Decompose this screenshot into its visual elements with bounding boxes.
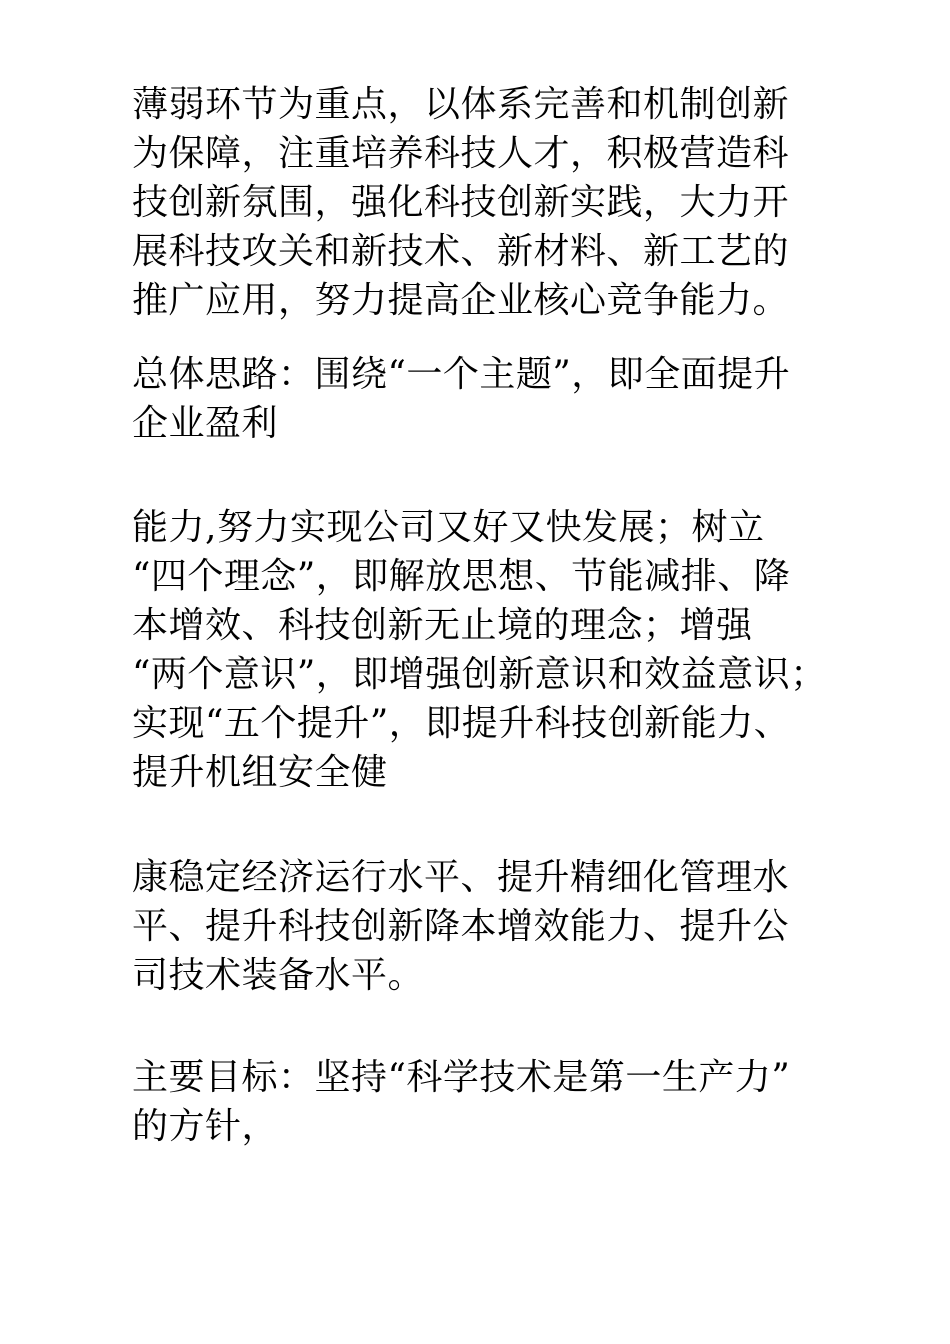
- paragraph-2: [132, 350, 832, 448]
- paragraph-1: [132, 80, 832, 325]
- text-line: 推广应用，努力提高企业核心竞争能力。: [132, 280, 790, 321]
- text-line: 薄弱环节为重点，以体系完善和机制创新: [132, 84, 790, 125]
- text-line: 总体思路：围绕“一个主题”，即全面提升: [132, 354, 791, 395]
- paragraph-3: [132, 503, 832, 797]
- text-line: 展科技攻关和新技术、新材料、新工艺的: [132, 231, 790, 272]
- text-line: 主要目标：坚持“科学技术是第一生产力”: [132, 1057, 791, 1098]
- text-line: 司技术装备水平。: [132, 955, 425, 996]
- paragraph-4: [132, 853, 832, 1000]
- text-line: 实现“五个提升”，即提升科技创新能力、: [132, 703, 791, 744]
- paragraph-5: [132, 1053, 832, 1151]
- text-line: 能力,努力实现公司又好又快发展；树立: [132, 507, 765, 548]
- text-line: 技创新氛围，强化科技创新实践，大力开: [132, 182, 790, 223]
- text-line: 康稳定经济运行水平、提升精细化管理水: [132, 857, 790, 898]
- text-line: 企业盈利: [132, 403, 279, 444]
- text-line: 平、提升科技创新降本增效能力、提升公: [132, 906, 790, 947]
- text-line: 提升机组安全健: [132, 752, 388, 793]
- text-line: 的方针，: [132, 1106, 279, 1147]
- text-line: 本增效、科技创新无止境的理念；增强: [132, 605, 753, 646]
- text-line: 为保障，注重培养科技人才，积极营造科: [132, 133, 790, 174]
- text-line: “两个意识”，即增强创新意识和效益意识；: [132, 654, 827, 695]
- text-line: “四个理念”，即解放思想、节能减排、降: [132, 556, 791, 597]
